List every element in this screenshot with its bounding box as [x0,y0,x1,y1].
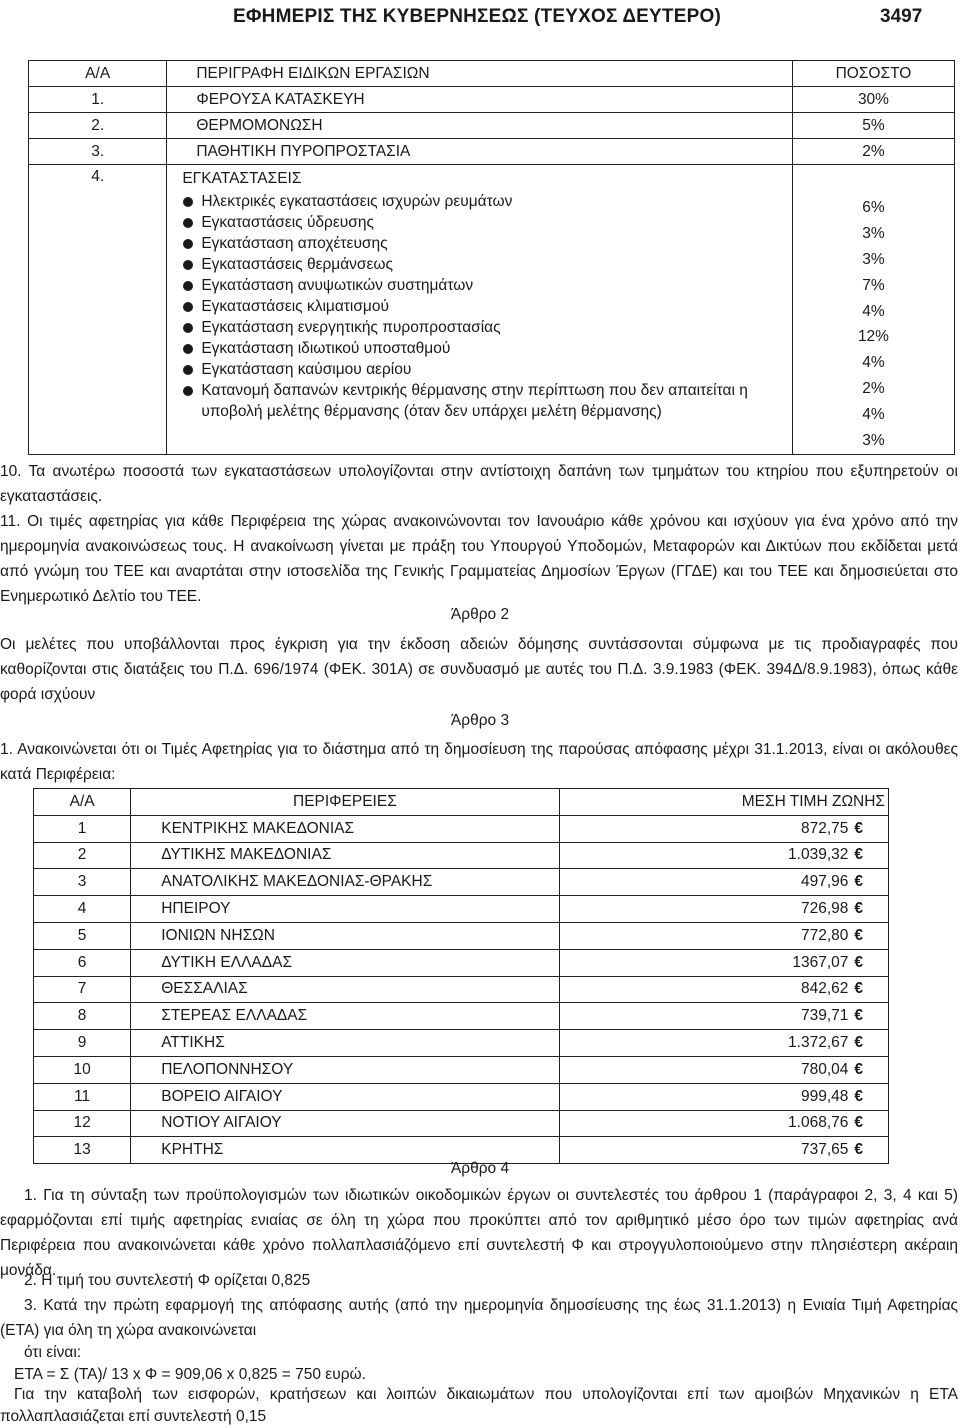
row-num: 8 [34,1003,131,1030]
bullet-icon [183,197,193,207]
euro-icon: € [854,1141,863,1159]
row-region: ΒΟΡΕΙΟ ΑΙΓΑΙΟΥ [131,1083,559,1110]
article-2-text: Οι μελέτες που υποβάλλονται προς έγκριση για την έκδοση αδειών δόμησης συντάσσονται σύμφωνα με τις προδιαγραφές που καθορίζονται στις διατάξεις του Π.Δ. 696/1974 (ΦΕΚ. 301Α) σε συνδυασμό με αυτές του Π.Δ. 3.9.1983 (ΦΕΚ. 394Δ/8.9.1983), όπως κάθε φορά ισχύουν [0,636,958,703]
row-desc: ΦΕΡΟΥΣΑ ΚΑΤΑΣΚΕΥΗ [167,87,793,113]
header-cell-desc: ΠΕΡΙΓΡΑΦΗ ΕΙΔΙΚΩΝ ΕΡΓΑΣΙΩΝ [167,61,793,87]
euro-icon: € [854,819,863,837]
header-cell-num: Α/Α [34,789,131,816]
paragraph-11: 11. Οι τιμές αφετηρίας για κάθε Περιφέρεια της χώρας ανακοινώνονται τον Ιανουάριο κάθε χρόνου και ισχύουν για ένα χρόνο από την ημερομηνία ανακοινώσεως τους. Η ανακοίνωση γίνεται με πράξη του Υπουργού Υποδομών, Μεταφορών και Δικτύων που εκδίδεται μετά από γνώμη του ΤΕΕ και αναρτάται στην ιστοσελίδα της Γενικής Γραμματείας Δημοσίων Έργων (ΓΓΔΕ) και του ΤΕΕ και δημοσιεύεται στο Ενημερωτικό Δελτίο του ΤΕΕ. [0,513,958,605]
row-region: ΠΕΛΟΠΟΝΝΗΣΟΥ [131,1056,559,1083]
bullet-icon [183,281,193,291]
row-region: ΣΤΕΡΕΑΣ ΕΛΛΑΔΑΣ [131,1003,559,1030]
row-num: 4 [34,896,131,923]
row-price: 1.039,32 € [559,842,888,869]
pct-value: 2% [862,380,885,398]
row-price: 497,96 € [559,869,888,896]
table-header-row [34,789,889,816]
euro-icon: € [854,873,863,891]
page-header [0,0,960,32]
row-num: 3. [29,139,167,165]
gazette-title: ΕΦΗΜΕΡΙΣ ΤΗΣ ΚΥΒΕΡΝΗΣΕΩΣ (ΤΕΥΧΟΣ ΔΕΥΤΕΡΟ) [233,6,721,27]
bullet-icon [183,386,193,396]
euro-icon: € [854,953,863,971]
pct-value: 4% [862,302,885,320]
row-region: ΔΥΤΙΚΗ ΕΛΛΑΔΑΣ [131,949,559,976]
article-4-para-1: 1. Για τη σύνταξη των προϋπολογισμών των ιδιωτικών οικοδομικών έργων οι συντελεστές του άρθρου 1 (παράγραφοι 2, 3, 4 και 5) εφαρμόζονται επί τιμής αφετηρίας ενιαίας σε όλη τη χώρα που προκύπτει από τον αριθμητικό μέσο όρο των τιμών αφετηρίας ανά Περιφέρεια που ανακοινώνεται κάθε χρόνο πολλαπλασιάζόμενο επί συντελεστή Φ και στρογγυλοποιούμενο στην πλησιέστερη ακέραιη μονάδα. [0,1187,958,1279]
pct-value: 4% [862,354,885,372]
row-pct: 2% [792,139,954,165]
row-price: 739,71 € [559,1003,888,1030]
article-4-para-6: Για την καταβολή των εισφορών, κρατήσεων και λοιπών δικαιωμάτων που υπολογίζονται επί των αμοιβών Μηχανικών η ΕΤΑ πολλαπλασιάζεται επί συντελεστή 0,15 [0,1386,958,1425]
table-header-row [29,61,955,87]
list-item: Εγκατάσταση καύσιμου αερίου [182,359,792,380]
bullet-icon [183,239,193,249]
euro-icon: € [854,900,863,918]
header-cell-price: ΜΕΣΗ ΤΙΜΗ ΖΩΝΗΣ [559,789,888,816]
list-item: Εγκατάσταση αποχέτευσης [182,233,792,254]
pct-value: 12% [857,328,889,346]
row-region: ΝΟΤΙΟΥ ΑΙΓΑΙΟΥ [131,1110,559,1137]
row-num: 10 [34,1056,131,1083]
header-cell-region: ΠΕΡΙΦΕΡΕΙΕΣ [131,789,559,816]
row-region: ΚΡΗΤΗΣ [131,1137,559,1164]
page-number: 3497 [880,6,923,27]
table-row [34,949,889,976]
row-num: 1. [29,87,167,113]
list-item: Εγκατάσταση ενεργητικής πυροπροστασίας [182,317,792,338]
table-row [29,139,955,165]
euro-icon: € [854,1034,863,1052]
row-price: 999,48 € [559,1083,888,1110]
pct-value: 3% [862,250,885,268]
table-row [34,1030,889,1057]
row-price: 1.372,67 € [559,1030,888,1057]
list-item: Ηλεκτρικές εγκαταστάσεις ισχυρών ρευμάτων [182,191,792,212]
row-region: ΑΤΤΙΚΗΣ [131,1030,559,1057]
euro-icon: € [854,846,863,864]
row-price: 1367,07 € [559,949,888,976]
table-row [34,1056,889,1083]
bullet-icon [183,365,193,375]
bullet-icon [183,260,193,270]
pct-value: 7% [862,276,885,294]
row-num: 13 [34,1137,131,1164]
euro-icon: € [854,1114,863,1132]
pct-value: 6% [862,199,885,216]
list-item: Εγκαταστάσεις κλιματισμού [182,296,792,317]
row-region: ΙΟΝΙΩΝ ΝΗΣΩΝ [131,922,559,949]
row-region: ΗΠΕΙΡΟΥ [131,896,559,923]
article-4-para-3: 3. Κατά την πρώτη εφαρμογή της απόφασης αυτής (από την ημερομηνία δημοσίευσης της έως 31.1.2013) η Ενιαία Τιμή Αφετηρίας (ΕΤΑ) για όλη τη χώρα ανακοινώνεται [0,1297,958,1339]
bullet-icon [183,323,193,333]
row-region: ΚΕΝΤΡΙΚΗΣ ΜΑΚΕΔΟΝΙΑΣ [131,815,559,842]
installations-percentages [792,165,954,455]
installations-title: ΕΓΚΑΤΑΣΤΑΣΕΙΣ [182,170,302,187]
row-num: 7 [34,976,131,1003]
table-row [34,815,889,842]
row-price: 1.068,76 € [559,1110,888,1137]
table-row [34,1083,889,1110]
paragraph-10: 10. Τα ανωτέρω ποσοστά των εγκαταστάσεων υπολογίζονται στην αντίστοιχη δαπάνη των τμημάτων του κτηρίου που εξυπηρετούν οι εγκαταστάσεις. [0,463,958,505]
euro-icon: € [854,1087,863,1105]
works-percentage-table [28,60,955,455]
regions-price-table [33,788,889,1164]
article-2-heading: Άρθρο 2 [450,606,510,623]
row-num: 4. [29,165,167,455]
row-price: 737,65 € [559,1137,888,1164]
row-num: 2 [34,842,131,869]
article-3-heading: Άρθρο 3 [450,712,510,729]
article-3-text: 1. Ανακοινώνεται ότι οι Τιμές Αφετηρίας για το διάστημα από τη δημοσίευση της παρούσας απόφασης μέχρι 31.1.2013, είναι οι ακόλουθες κατά Περιφέρεια: [0,741,958,783]
article-4-heading: Άρθρο 4 [450,1160,510,1177]
list-item: Κατανομή δαπανών κεντρικής θέρμανσης στην περίπτωση που δεν απαιτείται η υποβολή μελέτης θέρμανσης (όταν δεν υπάρχει μελέτη θέρμανσης) [182,380,792,422]
row-num: 3 [34,869,131,896]
row-desc: ΘΕΡΜΟΜΟΝΩΣΗ [167,113,793,139]
row-pct: 5% [792,113,954,139]
table-row [34,842,889,869]
row-price: 842,62 € [559,976,888,1003]
list-item: Εγκαταστάσεις θερμάνσεως [182,254,792,275]
euro-icon: € [854,980,863,998]
bullet-icon [183,344,193,354]
pct-value: 4% [862,406,885,424]
table-row [34,1003,889,1030]
table-row [34,922,889,949]
header-cell-num: Α/Α [29,61,167,87]
row-num: 5 [34,922,131,949]
row-price: 726,98 € [559,896,888,923]
pct-value: 3% [862,224,885,242]
euro-icon: € [854,1060,863,1078]
row-pct: 30% [792,87,954,113]
row-region: ΘΕΣΣΑΛΙΑΣ [131,976,559,1003]
row-num: 9 [34,1030,131,1057]
table-row [34,1110,889,1137]
header-cell-pct: ΠΟΣΟΣΤΟ [792,61,954,87]
installations-list [167,165,792,426]
list-item: Εγκατάσταση ανυψωτικών συστημάτων [182,275,792,296]
row-region: ΑΝΑΤΟΛΙΚΗΣ ΜΑΚΕΔΟΝΙΑΣ-ΘΡΑΚΗΣ [131,869,559,896]
installations-row [29,165,955,455]
row-num: 11 [34,1083,131,1110]
bullet-icon [183,218,193,228]
list-item: Εγκαταστάσεις ύδρευσης [182,212,792,233]
row-price: 780,04 € [559,1056,888,1083]
row-price: 772,80 € [559,922,888,949]
euro-icon: € [854,1007,863,1025]
installations-desc [167,165,793,455]
pct-value: 3% [862,432,885,450]
row-desc: ΠΑΘΗΤΙΚΗ ΠΥΡΟΠΡΟΣΤΑΣΙΑ [167,139,793,165]
list-item: Εγκατάσταση ιδιωτικού υποσταθμού [182,338,792,359]
row-num: 12 [34,1110,131,1137]
bullet-icon [183,302,193,312]
article-4-para-2: 2. Η τιμή του συντελεστή Φ ορίζεται 0,825 [24,1272,311,1289]
row-num: 6 [34,949,131,976]
row-price: 872,75 € [559,815,888,842]
row-region: ΔΥΤΙΚΗΣ ΜΑΚΕΔΟΝΙΑΣ [131,842,559,869]
table-row [29,87,955,113]
row-num: 2. [29,113,167,139]
article-4-para-5: ΕΤΑ = Σ (ΤΑ)/ 13 x Φ = 909,06 x 0,825 = 750 ευρώ. [14,1366,366,1383]
table-row [34,896,889,923]
table-row [34,869,889,896]
table-row [34,976,889,1003]
table-row [29,113,955,139]
row-num: 1 [34,815,131,842]
euro-icon: € [854,926,863,944]
article-4-para-4: ότι είναι: [24,1344,82,1361]
